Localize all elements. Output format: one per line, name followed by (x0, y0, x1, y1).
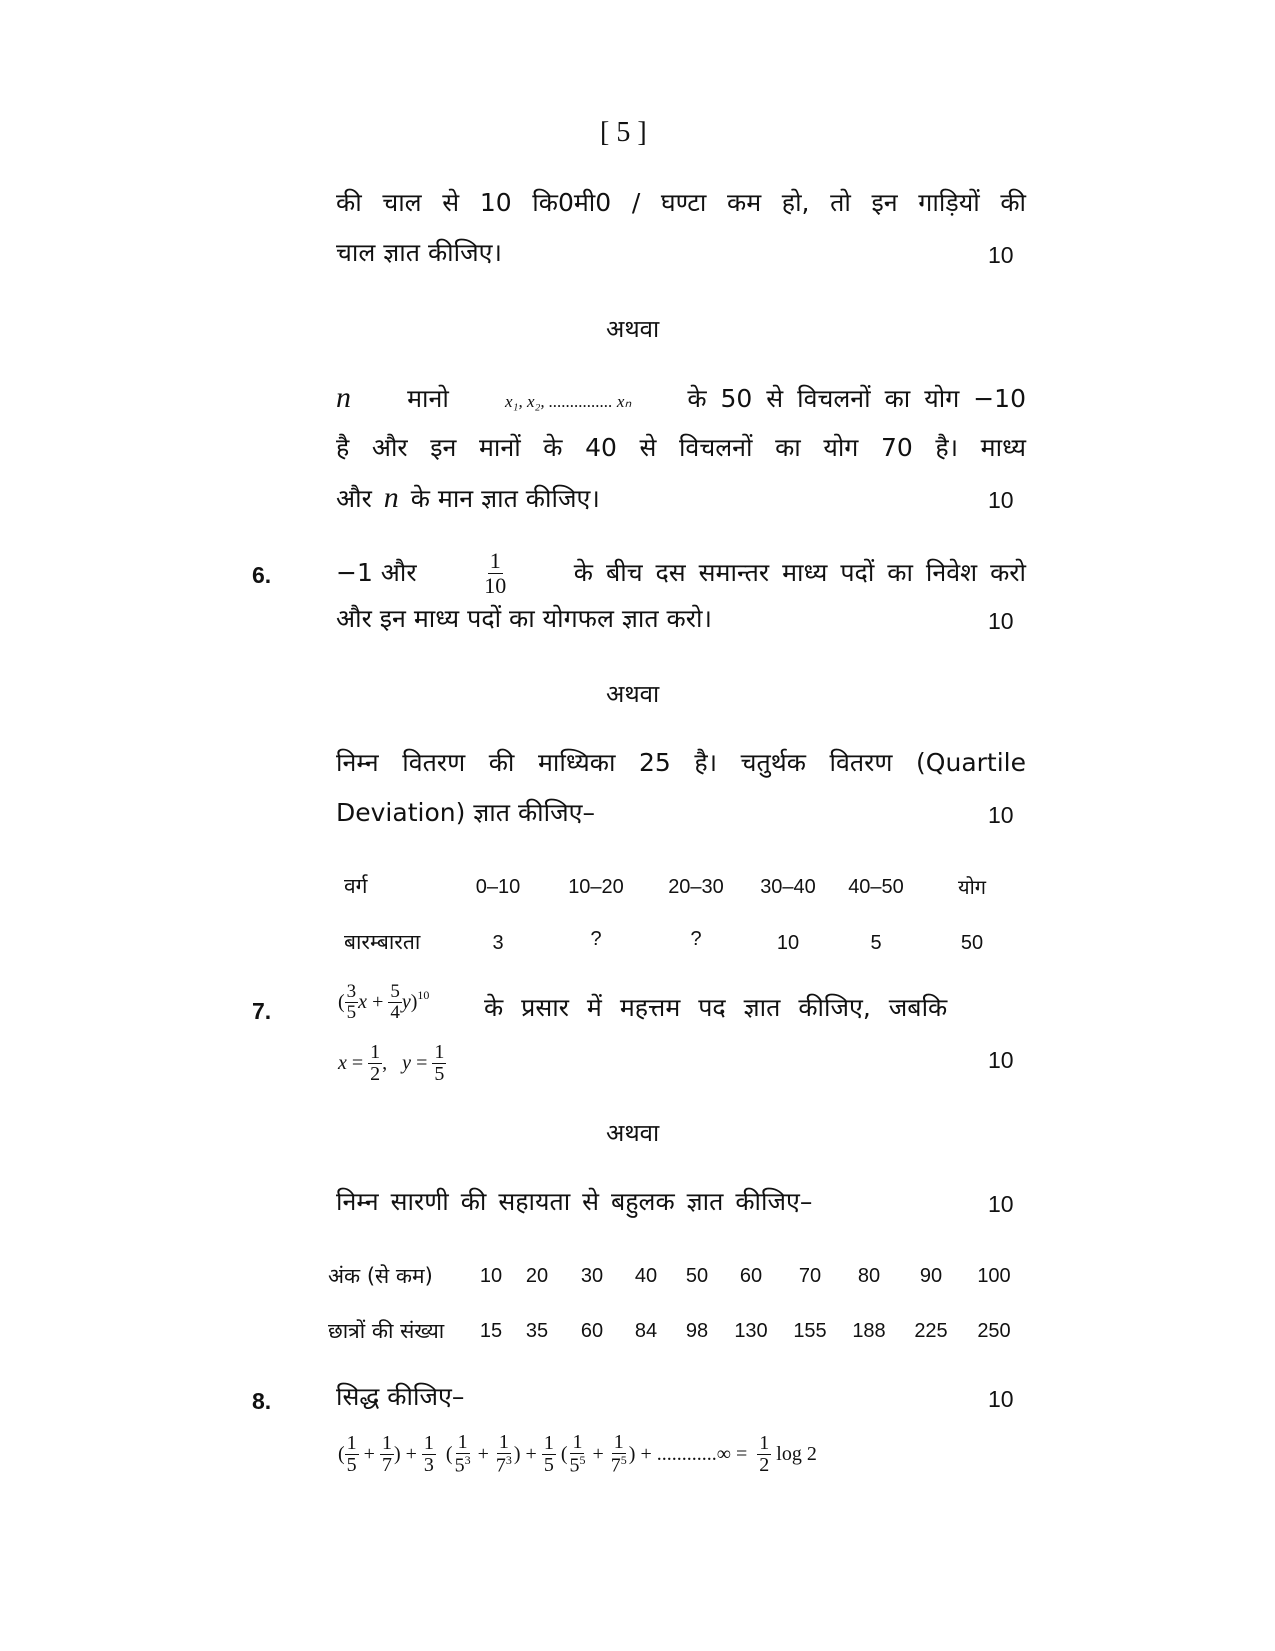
q6-fraction (482, 549, 508, 596)
rhs-log: log 2 (776, 1442, 817, 1465)
q6-line1 (336, 544, 1026, 602)
q7-x-fraction (368, 1042, 382, 1085)
table1-frequency: 5 (870, 932, 882, 954)
table2-students: 60 (580, 1320, 604, 1342)
q7-number: 7. (252, 998, 272, 1024)
table1-row1-label: वर्ग (344, 874, 368, 898)
q7-expr-a-den: 5 (346, 1001, 357, 1023)
table1-frequency: 50 (960, 932, 984, 954)
q5-continuation-line1: की चाल से 10 कि0मी0 / घण्टा कम हो, तो इन गाड़ियों की (336, 188, 1026, 217)
table1-class: 0–10 (475, 876, 521, 898)
table2-marks: 10 (479, 1265, 503, 1287)
or-separator-3: अथवा (606, 1119, 660, 1147)
values-expression: x₁, x₂, ............... xₙ (505, 392, 632, 411)
q5-alt-line3-pre: और (336, 484, 372, 513)
table2-students: 35 (525, 1320, 549, 1342)
table2-students: 15 (479, 1320, 503, 1342)
table2-row1-label: अंक (से कम) (328, 1264, 433, 1288)
q8-number: 8. (252, 1388, 272, 1414)
table2-students: 250 (977, 1320, 1011, 1342)
q7-y-den: 5 (434, 1063, 445, 1085)
table1-class: 30–40 (760, 876, 816, 898)
q7-alt-line1: निम्न सारणी की सहायता से बहुलक ज्ञात कीजिए– (336, 1187, 813, 1216)
q5-alt-line3-post: के मान ज्ञात कीजिए। (410, 484, 600, 513)
q7-expr-b-num: 5 (390, 981, 400, 1002)
q7-x-num: 1 (370, 1041, 381, 1063)
table2-marks: 100 (977, 1265, 1011, 1287)
q8-text: सिद्ध कीजिए– (336, 1382, 465, 1411)
q6-marks: 10 (988, 608, 1014, 634)
values-word: मानो (407, 384, 449, 413)
q6-alt-line1: निम्न वितरण की माध्यिका 25 है। चतुर्थक वितरण (Quartile (336, 748, 1026, 777)
table2-marks: 20 (525, 1265, 549, 1287)
table2-students: 155 (793, 1320, 827, 1342)
q7-expr-b-den: 4 (390, 1001, 400, 1023)
table1-class: 10–20 (568, 876, 624, 898)
table2-marks: 50 (685, 1265, 709, 1287)
q6-fraction-denominator: 10 (484, 572, 507, 598)
table2-students: 130 (734, 1320, 768, 1342)
n-symbol-2: n (383, 481, 399, 514)
table1-class: 20–30 (668, 876, 724, 898)
q6-line2: और इन माध्य पदों का योगफल ज्ञात करो। (336, 604, 712, 633)
series-tail: + ............∞ = (640, 1442, 748, 1465)
table2-marks: 40 (634, 1265, 658, 1287)
table1-class: 40–50 (848, 876, 904, 898)
q5-marks: 10 (988, 242, 1014, 268)
q6-alt-marks: 10 (988, 802, 1014, 828)
table1-frequency: ? (690, 928, 702, 950)
q6-fraction-numerator: 1 (489, 548, 501, 574)
q7-alt-marks: 10 (988, 1191, 1014, 1217)
table2-students: 84 (634, 1320, 658, 1342)
q5-alt-marks: 10 (988, 487, 1014, 513)
q5-continuation-line2: चाल ज्ञात कीजिए। (336, 238, 502, 267)
table1-row2-label: बारम्बारता (344, 930, 421, 954)
q5-alt-line2: है और इन मानों के 40 से विचलनों का योग 70 है। माध्य (336, 433, 1026, 462)
n-symbol: n (336, 381, 351, 414)
q7-x-den: 2 (370, 1063, 381, 1085)
q7-expr-frac-b (388, 982, 402, 1023)
table2-marks: 30 (580, 1265, 604, 1287)
q6-alt-line2: Deviation) ज्ञात कीजिए– (336, 798, 596, 827)
q6-number: 6. (252, 562, 272, 588)
q7-expr-exponent: 10 (417, 988, 430, 1002)
table2-students: 225 (914, 1320, 948, 1342)
table2-marks: 70 (798, 1265, 822, 1287)
table2-students: 98 (685, 1320, 709, 1342)
q7-y-num: 1 (434, 1041, 445, 1063)
q8-series-expression: ( $\frac{1}{5}$ + $\frac{1}{7}$ ) + $\frac{1}{3}$ ( $\frac{1}{5^3}$ + $\frac{1}{7^3}$ ) + $\frac{1}{5}$ ( $\frac{1}{5^5}$ + $\frac{1}{7^5}$ ) + ............∞ = $\frac{1}{2}$ log 2 (338, 1431, 817, 1477)
table2-row2-label: छात्रों की संख्या (328, 1319, 445, 1343)
q7-expr-frac-a (345, 982, 359, 1023)
table1-frequency: 10 (776, 932, 800, 954)
table1-frequency: ? (590, 928, 602, 950)
q5-alt-line1 (336, 383, 1026, 417)
table1-class: योग (957, 875, 987, 899)
page-number: [ 5 ] (600, 117, 647, 148)
q7-text-content: के प्रसार में महत्तम पद ज्ञात कीजिए, जबकि (484, 993, 948, 1022)
table2-marks: 60 (739, 1265, 763, 1287)
or-separator-1: अथवा (606, 315, 660, 343)
table2-students: 188 (852, 1320, 886, 1342)
q5-alt-line3 (336, 483, 600, 514)
deviation-sum-text: के 50 से विचलनों का योग −10 (687, 384, 1026, 413)
q7-text (484, 993, 1026, 1023)
table2-marks: 80 (857, 1265, 881, 1287)
q6-line1-pre: −1 और (336, 558, 417, 587)
q7-expr-a-num: 3 (346, 981, 357, 1002)
q7-marks: 10 (988, 1047, 1014, 1073)
q8-marks: 10 (988, 1386, 1014, 1412)
q7-condition: x = $\frac{1}{2}$ , y = $\frac{1}{5}$ (338, 1041, 445, 1085)
table1-frequency: 3 (492, 932, 504, 954)
q7-y-fraction (432, 1042, 446, 1085)
or-separator-2: अथवा (606, 680, 660, 708)
table2-marks: 90 (919, 1265, 943, 1287)
q6-line1-post: के बीच दस समान्तर माध्य पदों का निवेश करो (573, 558, 1026, 587)
q7-expression: ( $\frac{3}{5}$ x + $\frac{5}{4}$ y ) 10 (338, 981, 430, 1023)
